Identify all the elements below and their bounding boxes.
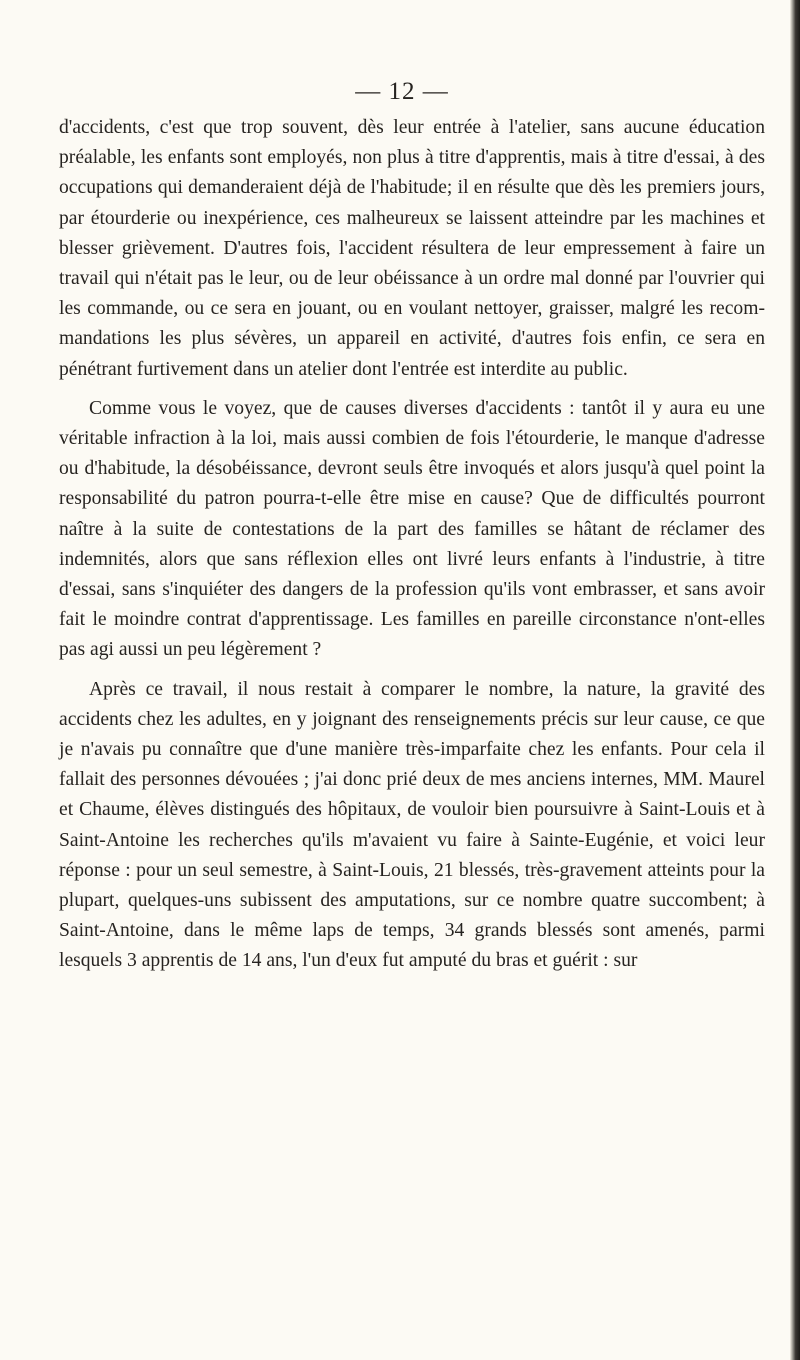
paragraph-3: Après ce travail, il nous restait à comparer le nombre, la nature, la gravité des accidents chez les adultes, en y joignant des renseignements précis sur leur cause, ce que je n'avais pu connaître que d'une manière très-imparfaite chez les enfants. Pour cela il fallait des personnes dévouées ; j'ai donc prié deux de mes anciens internes, MM. Maurel et Chaume, élèves distingués des hôpitaux, de vouloir bien poursuivre à Saint-Louis et à Saint-Antoine les recherches qu'ils m'avaient vu faire à Sainte-Eugénie, et voici leur réponse : pour un seul semestre, à Saint-Louis, 21 blessés, très-gravement atteints pour la plupart, quelques-uns subissent des amputations, sur ce nombre quatre succombent; à Saint-Antoine, dans le même laps de temps, 34 grands blessés sont amenés, parmi lesquels 3 apprentis de 14 ans, l'un d'eux fut amputé du bras et guérit : sur — [59, 678, 765, 972]
page-number: — 12 — — [355, 78, 449, 105]
paragraph-2: Comme vous le voyez, que de causes diverses d'accidents : tantôt il y aura eu une véritable infraction à la loi, mais aussi combien de fois l'étourderie, le manque d'adresse ou d'habitude, la désobéissance, devront seuls être invoqués et alors jusqu'à quel point la responsabilité du patron pourra-t-elle être mise en cause? Que de difficultés pourront naître à la suite de contestations de la part des familles se hâtant de réclamer des indemnités, alors que sans réflexion elles ont livré leurs enfants à l'industrie, à titre d'essai, sans s'inquiéter des dangers de la profession qu'ils vont embrasser, et sans avoir fait le moindre contrat d'apprentissage. Les familles en pareille circonstance n'ont-elles pas agi aussi un peu légèrement ? — [59, 397, 765, 661]
body-text — [59, 113, 765, 977]
page-edge-shadow — [790, 0, 800, 1360]
paragraph-1: d'accidents, c'est que trop souvent, dès leur entrée à l'atelier, sans aucune éducation préalable, les enfants sont employés, non plus à titre d'apprentis, mais à titre d'essai, à des occupations qui demanderaient déjà de l'habitude; il en résulte que dès les premiers jours, par étourderie ou inexpérience, ces malheureux se laissent atteindre par les machines et blesser grièvement. D'autres fois, l'accident résultera de leur empressement à faire un travail qui n'était pas le leur, ou de leur obéissance à un ordre mal donné par l'ouvrier qui les commande, ou ce sera en jouant, ou en voulant nettoyer, graisser, malgré les recommandations les plus sévères, un appareil en activité, d'autres fois enfin, ce sera en pénétrant furtivement dans un atelier dont l'entrée est interdite au public. — [59, 117, 765, 380]
